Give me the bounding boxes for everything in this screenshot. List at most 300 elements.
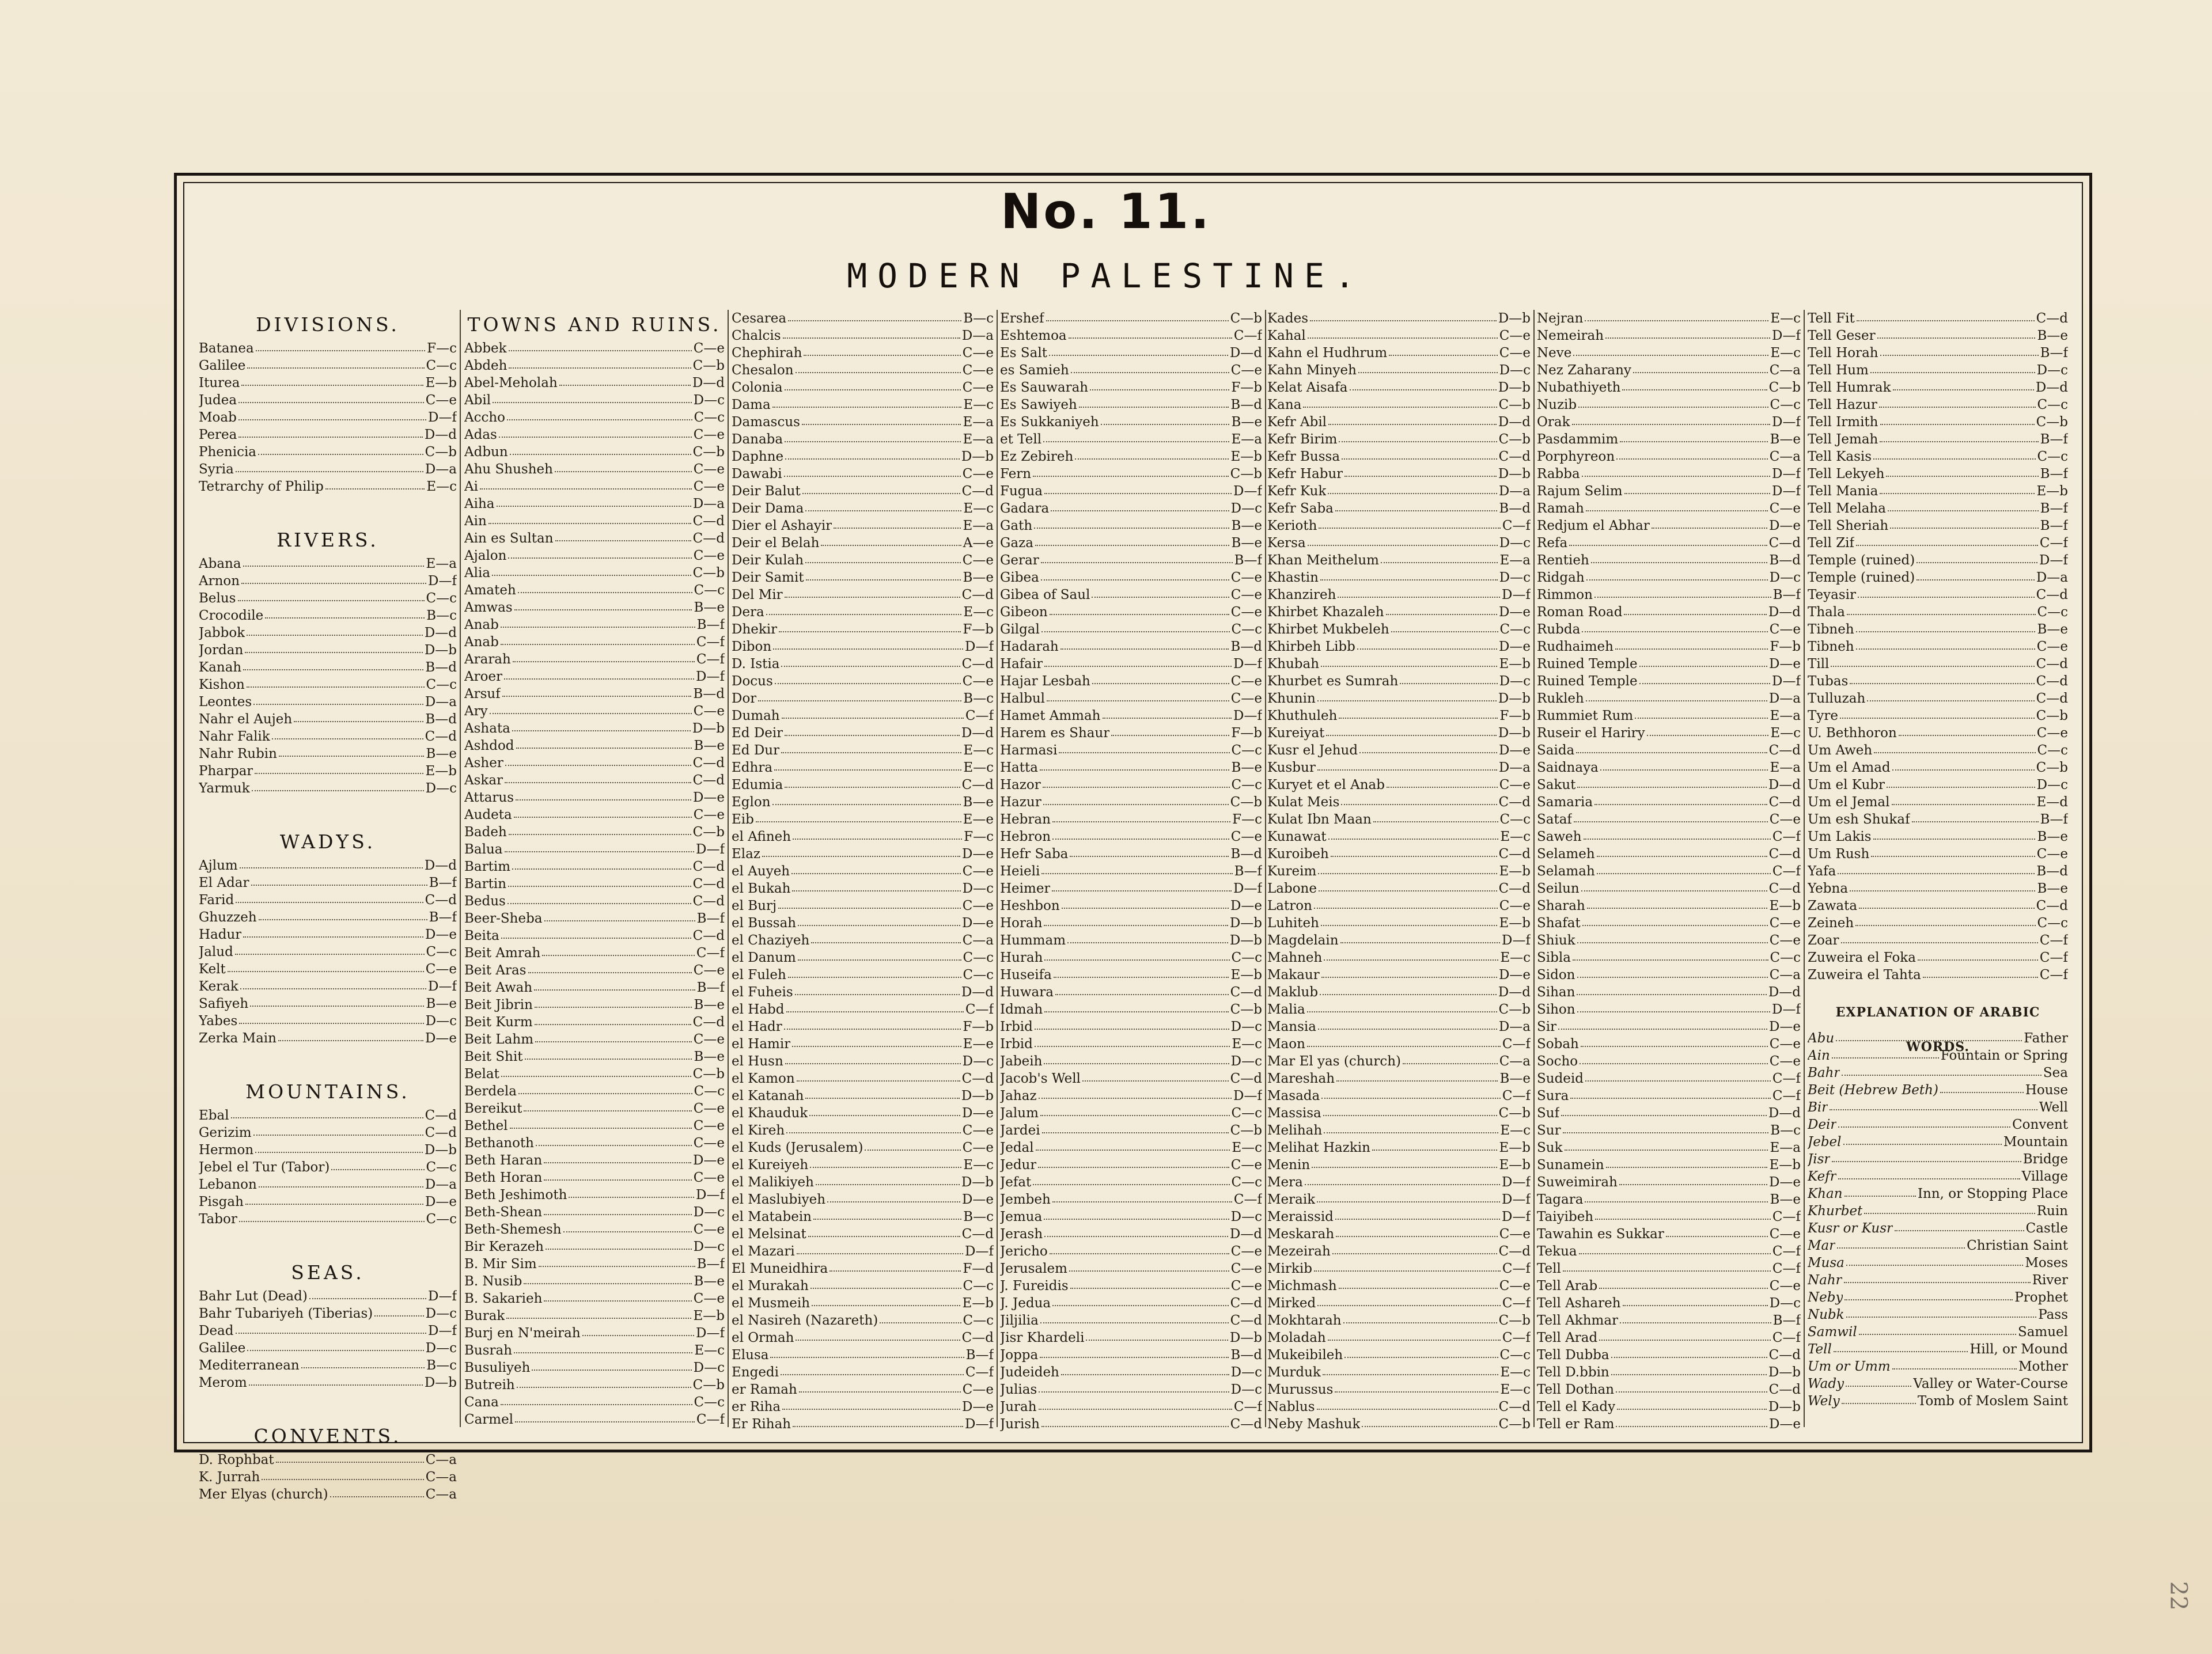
- place-name: Khuthuleh: [1267, 708, 1338, 723]
- place-name: Tell Arab: [1537, 1279, 1598, 1293]
- place-name: Beit Kurm: [464, 1015, 533, 1030]
- place-name: Deir Samit: [732, 570, 804, 585]
- place-name: Nuzib: [1537, 397, 1577, 412]
- grid-reference: C—e: [1230, 1244, 1262, 1259]
- grid-reference: C—b: [692, 825, 725, 840]
- dot-leader: [1888, 510, 2039, 511]
- grid-reference: E—a: [1770, 760, 1801, 775]
- grid-reference: C—e: [962, 346, 994, 361]
- index-entry: [1537, 759, 1801, 776]
- index-entry: [1267, 724, 1531, 742]
- index-entry: [464, 806, 725, 824]
- dot-leader: [798, 925, 960, 926]
- index-entry: [1808, 742, 2068, 759]
- dot-leader: [1611, 1374, 1767, 1375]
- place-name: Rimmon: [1537, 587, 1593, 602]
- dot-leader: [1871, 856, 2035, 857]
- place-name: Daphne: [732, 449, 784, 464]
- place-name: Nahr Falik: [199, 729, 270, 744]
- dot-leader: [1890, 528, 2038, 529]
- index-entry: [199, 1012, 457, 1030]
- place-name: es Samieh: [1000, 363, 1069, 378]
- dot-leader: [784, 476, 961, 477]
- index-entry: [732, 1191, 994, 1208]
- place-name: Er Rihah: [732, 1417, 791, 1432]
- dot-leader: [512, 730, 691, 731]
- dot-leader: [1576, 752, 1767, 753]
- index-entry: [1267, 414, 1531, 431]
- grid-reference: F—c: [964, 829, 994, 844]
- dot-leader: [488, 523, 691, 524]
- place-name: Kana: [1267, 397, 1302, 412]
- grid-reference: C—c: [1231, 1175, 1262, 1190]
- index-entry: [1000, 1053, 1262, 1070]
- place-name: Hummam: [1000, 933, 1066, 948]
- grid-reference: C—d: [692, 756, 725, 771]
- dot-leader: [542, 955, 695, 956]
- grid-reference: D—b: [961, 1088, 994, 1103]
- dot-leader: [513, 661, 695, 662]
- dot-leader: [238, 600, 425, 601]
- place-name: Fugua: [1000, 484, 1043, 499]
- place-name: Engedi: [732, 1365, 779, 1380]
- grid-reference: C—d: [1498, 1244, 1531, 1259]
- index-entry: [1000, 1226, 1262, 1243]
- grid-reference: D—f: [1233, 881, 1262, 896]
- index-entry: [1267, 552, 1531, 569]
- dot-leader: [1318, 1029, 1497, 1030]
- place-name: Ershef: [1000, 311, 1044, 326]
- grid-reference: D—f: [1233, 484, 1262, 499]
- place-name: Zuweira el Tahta: [1808, 968, 1921, 982]
- column-2: [464, 310, 725, 1428]
- index-entry: [199, 1322, 457, 1340]
- place-name: Dead: [199, 1323, 234, 1338]
- index-entry: [1808, 362, 2068, 379]
- dot-leader: [781, 666, 960, 667]
- place-name: Yabes: [199, 1014, 238, 1029]
- dot-leader: [830, 1270, 961, 1272]
- dot-leader: [546, 1249, 692, 1250]
- place-name: Kulat Meis: [1267, 795, 1340, 810]
- index-entry: [1267, 1122, 1531, 1139]
- section-heading: SEAS.: [291, 1261, 365, 1284]
- place-name: Burak: [464, 1308, 505, 1323]
- index-entry: [732, 1364, 994, 1381]
- index-entry: [1808, 794, 2068, 811]
- grid-reference: C—e: [1769, 933, 1801, 948]
- index-entry: [464, 1031, 725, 1048]
- place-name: Pisgah: [199, 1194, 244, 1209]
- dot-leader: [797, 1253, 963, 1254]
- place-name: Hebran: [1000, 812, 1051, 827]
- grid-reference: C—a: [1769, 449, 1801, 464]
- place-name: Busuliyeh: [464, 1360, 531, 1375]
- index-entry: [732, 1018, 994, 1035]
- grid-reference: D—c: [2036, 777, 2068, 792]
- dot-leader: [1619, 1184, 1767, 1185]
- place-name: Dawabi: [732, 466, 782, 481]
- index-entry: [1000, 759, 1262, 776]
- dot-leader: [1101, 424, 1230, 425]
- place-name: Heimer: [1000, 881, 1051, 896]
- dot-leader: [1328, 424, 1497, 425]
- grid-reference: C—d: [961, 484, 994, 499]
- index-entry: [199, 1305, 457, 1322]
- place-name: Aroer: [464, 669, 503, 684]
- place-name: Adas: [464, 427, 497, 442]
- dot-leader: [1036, 1150, 1230, 1151]
- english-meaning: Prophet: [2014, 1290, 2068, 1305]
- dot-leader: [1042, 1132, 1229, 1133]
- dot-leader: [243, 566, 425, 567]
- grid-reference: D—a: [425, 462, 457, 477]
- dot-leader: [1044, 959, 1229, 961]
- grid-reference: C—d: [1498, 795, 1531, 810]
- grid-reference: B—e: [694, 997, 725, 1012]
- grid-reference: C—c: [426, 677, 457, 692]
- place-name: Zawata: [1808, 898, 1858, 913]
- grid-reference: E—a: [1499, 553, 1531, 568]
- place-name: Nejran: [1537, 311, 1584, 326]
- place-name: Merom: [199, 1375, 247, 1390]
- index-entry: [464, 461, 725, 478]
- index-entry: [199, 642, 457, 659]
- place-name: Colonia: [732, 380, 783, 395]
- index-entry: [1537, 1381, 1801, 1398]
- grid-reference: C—e: [693, 963, 725, 978]
- place-name: Jedal: [1000, 1140, 1034, 1155]
- grid-reference: C—f: [1502, 1037, 1531, 1052]
- dot-leader: [1591, 562, 1768, 563]
- dot-leader: [544, 1214, 692, 1215]
- grid-reference: D—c: [1499, 570, 1531, 585]
- dot-leader: [1326, 735, 1496, 736]
- place-name: Mirked: [1267, 1296, 1316, 1311]
- grid-reference: D—c: [1499, 674, 1531, 689]
- dot-leader: [1832, 1057, 1939, 1059]
- index-entry: [1000, 1364, 1262, 1381]
- grid-reference: D—f: [1502, 1175, 1531, 1190]
- grid-reference: B—d: [425, 712, 457, 727]
- index-entry: [464, 789, 725, 806]
- grid-reference: C—b: [1498, 1313, 1531, 1328]
- place-name: Zoar: [1808, 933, 1839, 948]
- grid-reference: D—b: [1498, 466, 1531, 481]
- dot-leader: [1372, 1150, 1498, 1151]
- place-name: el Malikiyeh: [732, 1175, 814, 1190]
- grid-reference: C—d: [1768, 1348, 1801, 1363]
- dot-leader: [1041, 562, 1233, 563]
- place-name: Melihat Hazkin: [1267, 1140, 1370, 1155]
- place-name: Yebna: [1808, 881, 1849, 896]
- place-name: Um el Jemal: [1808, 795, 1890, 810]
- grid-reference: B—f: [696, 980, 725, 995]
- dot-leader: [1314, 1270, 1501, 1272]
- index-entry: [1267, 448, 1531, 465]
- index-entry: [732, 362, 994, 379]
- grid-reference: C—a: [1499, 1054, 1531, 1069]
- index-entry: [732, 534, 994, 552]
- grid-reference: C—e: [1499, 777, 1531, 792]
- place-name: Beit Awah: [464, 980, 533, 995]
- dot-leader: [1844, 1299, 2013, 1300]
- grid-reference: C—c: [1231, 950, 1262, 965]
- grid-reference: D—f: [1502, 587, 1531, 602]
- index-entry: [199, 995, 457, 1012]
- dot-leader: [1836, 1040, 2022, 1041]
- grid-reference: C—f: [1772, 1209, 1801, 1224]
- place-name: Jabeih: [1000, 1054, 1043, 1069]
- index-entry: [732, 1139, 994, 1156]
- place-name: Accho: [464, 410, 506, 425]
- dot-leader: [331, 1169, 424, 1170]
- grid-reference: C—d: [692, 1015, 725, 1030]
- index-entry: [464, 599, 725, 616]
- place-name: Tell Irmith: [1808, 415, 1878, 430]
- column-6: [1537, 310, 1801, 1433]
- grid-reference: E—b: [1499, 1140, 1531, 1155]
- grid-reference: A—e: [963, 536, 994, 551]
- place-name: Bahr Lut (Dead): [199, 1289, 308, 1304]
- index-entry: [199, 607, 457, 624]
- index-entry: [1537, 621, 1801, 638]
- dot-leader: [1339, 441, 1497, 442]
- place-name: Eib: [732, 812, 754, 827]
- place-name: el Katanah: [732, 1088, 804, 1103]
- place-name: Es Sauwarah: [1000, 380, 1089, 395]
- grid-reference: D—b: [1229, 916, 1262, 931]
- grid-reference: C—d: [2036, 587, 2068, 602]
- index-entry: [1808, 776, 2068, 794]
- dot-leader: [809, 1115, 960, 1116]
- dot-leader: [1563, 1132, 1769, 1133]
- index-entry: [1267, 586, 1531, 604]
- place-name: Sir: [1537, 1019, 1557, 1034]
- grid-reference: C—e: [693, 1170, 725, 1185]
- column-divider: [1265, 310, 1266, 1427]
- index-entry: [1537, 1070, 1801, 1087]
- index-entry: [464, 1065, 725, 1083]
- grid-reference: F—b: [1231, 380, 1262, 395]
- place-name: Aiha: [464, 496, 495, 511]
- index-entry: [1537, 1156, 1801, 1174]
- place-name: el Hamir: [732, 1037, 791, 1052]
- place-name: Sataf: [1537, 812, 1572, 827]
- dot-leader: [1584, 839, 1771, 840]
- grid-reference: D—f: [1502, 933, 1531, 948]
- place-name: Tubas: [1808, 674, 1849, 689]
- grid-reference: C—b: [2036, 760, 2068, 775]
- index-entry: [1808, 915, 2068, 932]
- arabic-word: Kusr or Kusr: [1808, 1221, 1893, 1236]
- place-name: Suweimirah: [1537, 1175, 1618, 1190]
- index-entry: [464, 1083, 725, 1100]
- dot-leader: [1403, 1063, 1498, 1064]
- dot-leader: [499, 437, 692, 438]
- place-name: Mezeirah: [1267, 1244, 1331, 1259]
- dot-leader: [1841, 942, 2038, 943]
- index-entry: [1537, 362, 1801, 379]
- grid-reference: B—f: [2040, 501, 2068, 516]
- place-name: Horah: [1000, 916, 1043, 931]
- glossary-entry: [1808, 1151, 2068, 1168]
- dot-leader: [508, 557, 691, 559]
- dot-leader: [1318, 873, 1497, 874]
- place-name: Kuryet et el Anab: [1267, 777, 1385, 792]
- index-entry: [1267, 500, 1531, 517]
- index-entry: [464, 893, 725, 910]
- index-entry: [1537, 448, 1801, 465]
- index-entry: [464, 513, 725, 530]
- index-entry: [1808, 344, 2068, 362]
- dot-leader: [1339, 1288, 1498, 1289]
- place-name: el Fuheis: [732, 985, 793, 1000]
- dot-leader: [806, 579, 961, 581]
- grid-reference: B—e: [1499, 1071, 1531, 1086]
- place-name: el Danum: [732, 950, 796, 965]
- dot-leader: [792, 890, 960, 892]
- grid-reference: C—e: [962, 1382, 994, 1397]
- grid-reference: C—e: [693, 1118, 725, 1133]
- index-entry: [732, 500, 994, 517]
- index-entry: [1267, 379, 1531, 396]
- dot-leader: [1886, 476, 2038, 477]
- dot-leader: [525, 1059, 692, 1060]
- place-name: Jisr Khardeli: [1000, 1330, 1085, 1345]
- index-entry: [1267, 1364, 1531, 1381]
- dot-leader: [758, 700, 961, 701]
- grid-reference: C—f: [696, 635, 725, 650]
- place-name: Ashata: [464, 721, 510, 736]
- grid-reference: D—b: [692, 721, 725, 736]
- place-name: Meraik: [1267, 1192, 1316, 1207]
- grid-reference: C—e: [1230, 363, 1262, 378]
- grid-reference: D—e: [692, 1153, 725, 1168]
- place-name: Jardei: [1000, 1123, 1040, 1138]
- index-entry: [1537, 673, 1801, 690]
- index-entry: [199, 728, 457, 745]
- grid-reference: E—c: [1500, 1382, 1531, 1397]
- place-name: Nahr Rubin: [199, 746, 277, 761]
- place-name: D. Istia: [732, 657, 780, 672]
- grid-reference: B—e: [1231, 518, 1262, 533]
- dot-leader: [1075, 458, 1229, 460]
- place-name: Perea: [199, 427, 237, 442]
- grid-reference: C—e: [962, 898, 994, 913]
- dot-leader: [1635, 718, 1768, 719]
- place-name: Asher: [464, 756, 503, 771]
- place-name: Kunawat: [1267, 829, 1327, 844]
- dot-leader: [236, 1333, 427, 1334]
- index-entry: [1537, 310, 1801, 327]
- place-name: Heshbon: [1000, 898, 1060, 913]
- index-entry: [1537, 1364, 1801, 1381]
- place-name: el Fuleh: [732, 968, 786, 982]
- grid-reference: C—e: [1230, 1158, 1262, 1173]
- index-entry: [1267, 483, 1531, 500]
- glossary-entry: [1808, 1099, 2068, 1116]
- index-entry: [1000, 483, 1262, 500]
- place-name: Hazor: [1000, 777, 1041, 792]
- index-entry: [1267, 1329, 1531, 1346]
- grid-reference: D—c: [425, 1306, 457, 1321]
- dot-leader: [535, 1041, 692, 1042]
- index-entry: [1808, 845, 2068, 863]
- place-name: Kersa: [1267, 536, 1306, 551]
- grid-reference: C—c: [1770, 950, 1801, 965]
- dot-leader: [1344, 476, 1497, 477]
- plate-title: MODERN PALESTINE.: [847, 256, 1365, 295]
- place-name: Chalcis: [732, 328, 781, 343]
- dot-leader: [1040, 1322, 1229, 1323]
- dot-leader: [1320, 579, 1498, 581]
- grid-reference: C—a: [425, 1487, 457, 1502]
- grid-reference: C—f: [965, 708, 994, 723]
- dot-leader: [762, 856, 960, 857]
- place-name: Ghuzzeh: [199, 910, 257, 925]
- dot-leader: [1381, 562, 1498, 563]
- dot-leader: [1893, 389, 2034, 390]
- dot-leader: [1873, 458, 2035, 460]
- grid-reference: C—d: [425, 1108, 457, 1123]
- dot-leader: [1586, 579, 1768, 581]
- grid-reference: C—f: [965, 1365, 994, 1380]
- place-name: Mokhtarah: [1267, 1313, 1342, 1328]
- grid-reference: C—d: [692, 514, 725, 529]
- dot-leader: [559, 385, 691, 386]
- grid-reference: B—f: [429, 875, 457, 890]
- dot-leader: [228, 971, 424, 972]
- dot-leader: [1049, 355, 1228, 356]
- grid-reference: D—a: [1498, 760, 1531, 775]
- grid-reference: C—f: [1772, 1071, 1801, 1086]
- place-name: Jerash: [1000, 1227, 1043, 1242]
- dot-leader: [243, 669, 423, 670]
- dot-leader: [1044, 666, 1232, 667]
- dot-leader: [795, 994, 960, 995]
- dot-leader: [770, 1357, 964, 1358]
- index-entry: [1267, 759, 1531, 776]
- dot-leader: [1611, 1357, 1767, 1358]
- place-name: Latron: [1267, 898, 1312, 913]
- dot-leader: [1867, 700, 2034, 701]
- dot-leader: [1577, 994, 1766, 995]
- dot-leader: [251, 885, 427, 886]
- dot-leader: [1859, 1334, 2016, 1335]
- dot-leader: [1069, 337, 1232, 339]
- place-name: Idmah: [1000, 1002, 1043, 1017]
- index-entry: [732, 379, 994, 396]
- grid-reference: C—c: [694, 1084, 725, 1099]
- dot-leader: [505, 851, 695, 852]
- place-name: Socho: [1537, 1054, 1578, 1069]
- index-entry: [464, 1307, 725, 1325]
- dot-leader: [1308, 337, 1498, 339]
- dot-leader: [793, 1426, 963, 1427]
- dot-leader: [253, 704, 423, 705]
- dot-leader: [236, 471, 423, 472]
- grid-reference: E—c: [963, 605, 994, 620]
- index-entry: [1808, 621, 2068, 638]
- index-entry: [1000, 604, 1262, 621]
- dot-leader: [1892, 1368, 2017, 1370]
- grid-reference: C—d: [2036, 311, 2068, 326]
- dot-leader: [1059, 752, 1229, 753]
- place-name: Dama: [732, 397, 771, 412]
- dot-leader: [535, 1007, 692, 1008]
- grid-reference: C—b: [1230, 1002, 1262, 1017]
